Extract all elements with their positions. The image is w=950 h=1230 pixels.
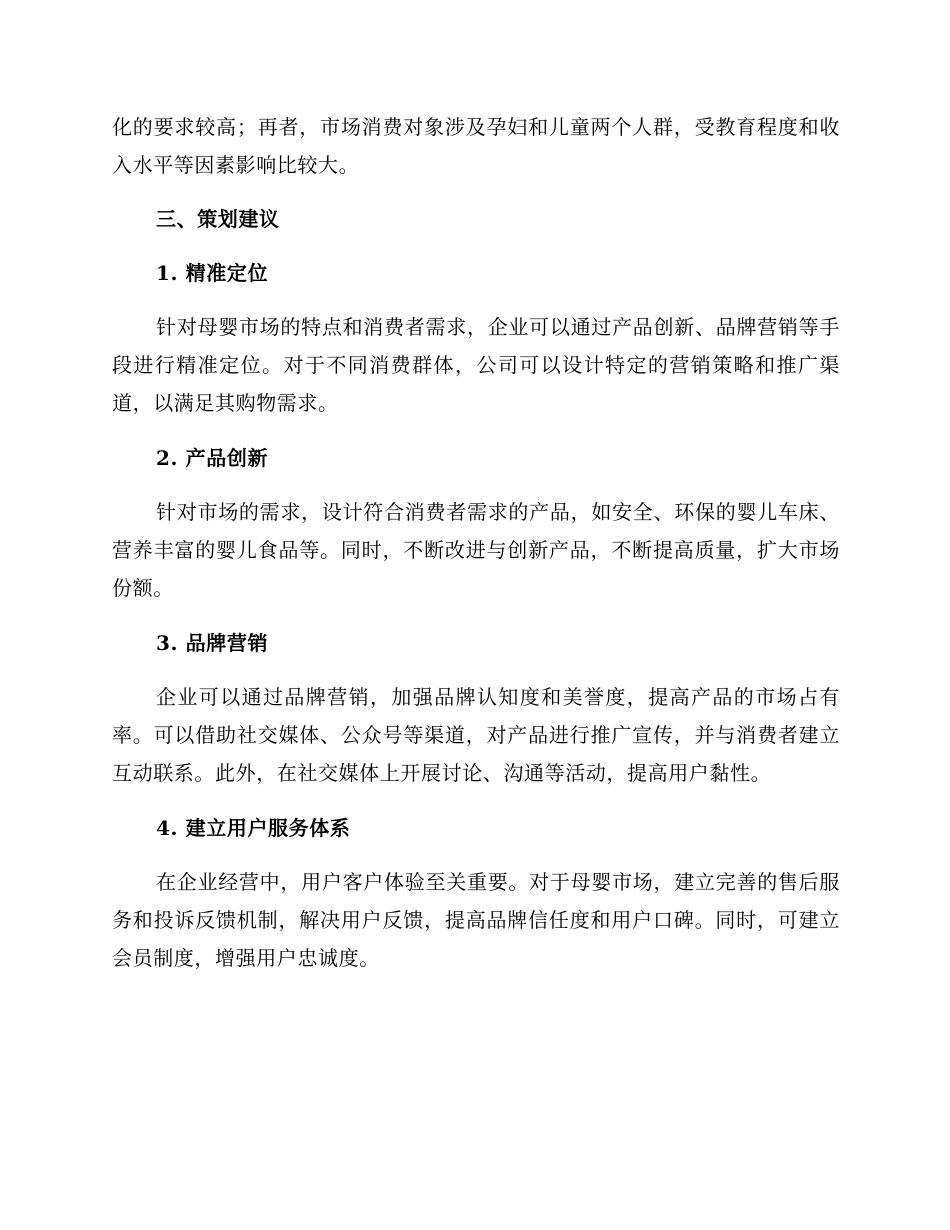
section-title: 三、策划建议	[156, 207, 280, 231]
subsection-heading-2: 2. 产品创新	[156, 446, 269, 470]
subsection-body-3: 企业可以通过品牌营销，加强品牌认知度和美誉度，提高产品的市场占有率。可以借助社交媒体、公众号等渠道，对产品进行推广宣传，并与消费者建立互动联系。此外，在社交媒体上开展讨论、沟通等活动，提高用户黏性。	[112, 685, 840, 785]
subsection-heading-4: 4. 建立用户服务体系	[156, 816, 351, 840]
subsection-heading-3: 3. 品牌营销	[156, 631, 269, 655]
document-page	[112, 108, 840, 977]
subsection-heading-1: 1. 精准定位	[156, 261, 269, 285]
intro-paragraph: 化的要求较高；再者，市场消费对象涉及孕妇和儿童两个人群，受教育程度和收入水平等因素影响比较大。	[112, 115, 840, 177]
subsection-body-1: 针对母婴市场的特点和消费者需求，企业可以通过产品创新、品牌营销等手段进行精准定位。对于不同消费群体，公司可以设计特定的营销策略和推广渠道，以满足其购物需求。	[112, 315, 840, 415]
subsection-body-2: 针对市场的需求，设计符合消费者需求的产品，如安全、环保的婴儿车床、营养丰富的婴儿食品等。同时，不断改进与创新产品，不断提高质量，扩大市场份额。	[112, 500, 840, 600]
subsection-body-4: 在企业经营中，用户客户体验至关重要。对于母婴市场，建立完善的售后服务和投诉反馈机制，解决用户反馈，提高品牌信任度和用户口碑。同时，可建立会员制度，增强用户忠诚度。	[112, 870, 840, 970]
